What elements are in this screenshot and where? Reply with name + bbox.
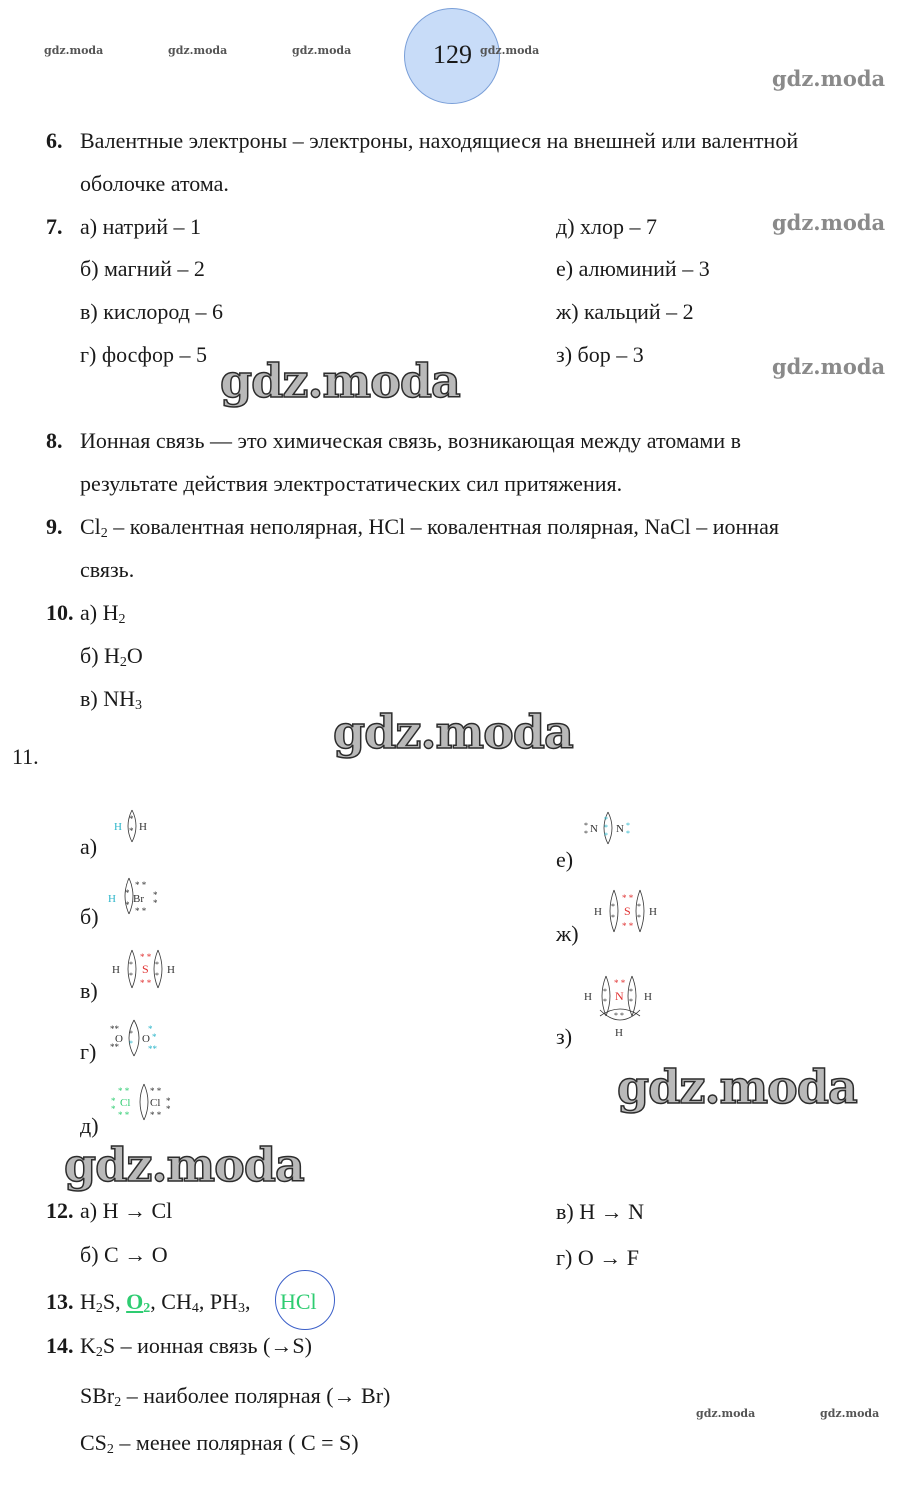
- item-label: ж): [556, 921, 579, 946]
- list-item: ж) кальций – 2: [556, 299, 694, 324]
- svg-text:*: *: [155, 971, 159, 980]
- atom-symbol: H: [594, 906, 602, 918]
- svg-text:*: *: [153, 890, 158, 900]
- subscript: 2: [106, 1442, 114, 1457]
- atom-symbol: S: [624, 904, 631, 918]
- svg-text:*: *: [604, 831, 608, 840]
- svg-text:*: *: [584, 829, 588, 838]
- subscript: 2: [114, 1395, 122, 1410]
- question-number: 11.: [12, 744, 39, 769]
- svg-text:* *: * *: [135, 906, 147, 916]
- svg-text:*: *: [584, 821, 588, 830]
- atom-symbol: H: [139, 821, 147, 833]
- question-number: 6.: [46, 128, 63, 153]
- svg-text:* *: * *: [118, 1086, 130, 1096]
- list-item: з) бор – 3: [556, 342, 644, 367]
- svg-text:* *: * *: [150, 1086, 162, 1096]
- svg-text:**: **: [148, 1044, 157, 1054]
- question-number: 14.: [46, 1333, 74, 1358]
- svg-text:**: **: [110, 1024, 119, 1034]
- svg-text:*: *: [637, 913, 641, 922]
- svg-text:*: *: [111, 1104, 116, 1114]
- svg-text:*: *: [125, 900, 130, 910]
- text-line: Валентные электроны – электроны, находящиеся на внешней или валентной: [80, 128, 799, 153]
- atom-symbol: H: [112, 964, 120, 976]
- circled-formula: HCl: [280, 1289, 317, 1314]
- item-label: б): [80, 904, 99, 929]
- text-line: – ковалентная неполярная, HCl – ковалентная полярная, NaCl – ионная: [107, 514, 779, 539]
- watermark: gdz.moda: [772, 66, 886, 91]
- lewis-diagram-h2s: [108, 948, 180, 990]
- svg-text:*: *: [153, 898, 158, 908]
- page-number: 129: [433, 40, 472, 69]
- list-item: в) кислород – 6: [80, 299, 223, 324]
- question-number: 10.: [46, 600, 74, 625]
- subscript: 2: [95, 1301, 103, 1316]
- svg-text:*: *: [129, 960, 133, 969]
- watermark: gdz.moda: [333, 705, 573, 759]
- formula: SBr: [80, 1383, 115, 1408]
- lewis-diagram-h2: [108, 808, 158, 844]
- formula: O: [126, 1289, 144, 1314]
- svg-text:* *: * *: [614, 978, 626, 988]
- formula: , PH: [198, 1289, 238, 1314]
- answer-text: результате действия электростатических сил притяжения.: [80, 471, 623, 496]
- svg-text:* *: * *: [135, 880, 147, 890]
- answer-text: [80, 1331, 312, 1361]
- text-line: – менее полярная ( C = S): [113, 1430, 359, 1455]
- subscript: 2: [100, 526, 108, 541]
- highlighted-formula: [126, 1289, 150, 1314]
- formula: Cl: [80, 514, 101, 539]
- answer-text: [80, 426, 896, 456]
- question-number: 8.: [46, 428, 63, 453]
- svg-text:* *: * *: [614, 1011, 624, 1020]
- atom-symbol: H: [167, 964, 175, 976]
- question-number: 9.: [46, 514, 63, 539]
- watermark: gdz.moda: [292, 44, 352, 57]
- item-label: г): [80, 1039, 97, 1064]
- lewis-diagram-nh3: [580, 972, 662, 1044]
- atom-symbol: N: [590, 823, 598, 835]
- text-line: – наиболее полярная (→ Br): [121, 1383, 391, 1408]
- formula: CS: [80, 1430, 107, 1455]
- svg-text:* *: * *: [622, 921, 634, 931]
- svg-text:*: *: [152, 1032, 157, 1042]
- svg-text:*: *: [166, 1096, 171, 1106]
- atom-symbol: Cl: [120, 1097, 131, 1109]
- list-item: г) O → F: [556, 1245, 639, 1270]
- atom-symbol: O: [115, 1033, 123, 1045]
- watermark: gdz.moda: [220, 354, 460, 408]
- answer-text: связь.: [80, 557, 135, 582]
- svg-text:*: *: [129, 971, 133, 980]
- answer-text: [80, 1381, 390, 1411]
- item-label: е): [556, 847, 574, 872]
- svg-text:* *: * *: [118, 1110, 130, 1120]
- atom-symbol: H: [644, 991, 652, 1003]
- lewis-diagram-h2s: [590, 888, 662, 934]
- answer-text: [80, 1428, 359, 1458]
- answer-text: [80, 512, 896, 542]
- svg-text:* *: * *: [140, 952, 152, 962]
- lewis-diagram-cl2: [110, 1082, 180, 1122]
- formula: K: [80, 1333, 96, 1358]
- answer-text: [80, 126, 896, 156]
- answer-text: [80, 1287, 250, 1317]
- lewis-diagram-o2: [108, 1018, 164, 1058]
- atom-symbol: N: [616, 823, 624, 835]
- formula: S,: [102, 1289, 127, 1314]
- atom-symbol: H: [649, 906, 657, 918]
- question-number: 12.: [46, 1198, 74, 1223]
- svg-text:*: *: [611, 902, 615, 911]
- subscript: 2: [143, 1301, 151, 1316]
- formula: H: [80, 1289, 96, 1314]
- svg-text:*: *: [603, 987, 607, 996]
- svg-text:*: *: [166, 1104, 171, 1114]
- list-item: [80, 641, 143, 671]
- atom-symbol: H: [615, 1027, 623, 1039]
- svg-text:*: *: [111, 1096, 116, 1106]
- atom-symbol: Br: [133, 893, 144, 905]
- answer-text: оболочке атома.: [80, 171, 229, 196]
- svg-text:*: *: [626, 829, 630, 838]
- formula: б) H: [80, 643, 120, 668]
- list-item: а) натрий – 1: [80, 214, 201, 239]
- svg-text:* *: * *: [140, 978, 152, 988]
- list-item: [80, 598, 125, 628]
- watermark: gdz.moda: [64, 1138, 304, 1192]
- watermark: gdz.moda: [772, 210, 886, 235]
- atom-symbol: H: [108, 893, 116, 905]
- list-item: [80, 684, 142, 714]
- list-item: а) H → Cl: [80, 1198, 173, 1223]
- list-item: е) алюминий – 3: [556, 256, 710, 281]
- lewis-diagram-hbr: [105, 876, 167, 916]
- svg-text:*: *: [629, 997, 633, 1006]
- svg-text:*: *: [129, 1029, 133, 1038]
- subscript: 3: [237, 1301, 245, 1316]
- item-label: з): [556, 1024, 573, 1049]
- watermark: gdz.moda: [772, 354, 886, 379]
- svg-text:*: *: [626, 821, 630, 830]
- svg-text:*: *: [129, 814, 134, 824]
- formula: а) H: [80, 600, 119, 625]
- formula: , CH: [150, 1289, 192, 1314]
- question-number: 13.: [46, 1289, 74, 1314]
- formula: в) NH: [80, 686, 135, 711]
- svg-text:* *: * *: [622, 893, 634, 903]
- atom-symbol: O: [142, 1033, 150, 1045]
- svg-text:*: *: [637, 902, 641, 911]
- item-label: в): [80, 978, 98, 1003]
- watermark: gdz.moda: [820, 1407, 880, 1420]
- watermark: gdz.moda: [44, 44, 104, 57]
- svg-text:*: *: [129, 1039, 133, 1048]
- svg-text:*: *: [125, 888, 130, 898]
- svg-text:**: **: [110, 1042, 119, 1052]
- subscript: 2: [118, 612, 126, 627]
- text-line: Ионная связь — это химическая связь, возникающая между атомами в: [80, 428, 741, 453]
- list-item: б) C → O: [80, 1242, 168, 1267]
- watermark: gdz.moda: [617, 1060, 857, 1114]
- subscript: 2: [95, 1345, 103, 1360]
- svg-text:* *: * *: [150, 1110, 162, 1120]
- svg-text:*: *: [148, 1024, 153, 1034]
- watermark: gdz.moda: [696, 1407, 756, 1420]
- atom-symbol: N: [615, 989, 624, 1003]
- svg-text:*: *: [629, 987, 633, 996]
- atom-symbol: H: [114, 821, 122, 833]
- formula: ,: [244, 1289, 251, 1314]
- svg-text:*: *: [155, 960, 159, 969]
- list-item: б) магний – 2: [80, 256, 205, 281]
- list-item: д) хлор – 7: [556, 214, 657, 239]
- svg-text:*: *: [603, 997, 607, 1006]
- svg-text:*: *: [604, 815, 608, 824]
- subscript: 4: [191, 1301, 199, 1316]
- item-label: а): [80, 834, 98, 859]
- atom-symbol: H: [584, 991, 592, 1003]
- watermark: gdz.moda: [168, 44, 228, 57]
- formula: O: [126, 643, 143, 668]
- subscript: 3: [135, 698, 142, 713]
- question-number: 7.: [46, 214, 63, 239]
- svg-text:*: *: [611, 913, 615, 922]
- svg-text:*: *: [129, 826, 134, 836]
- item-label: д): [80, 1113, 99, 1138]
- subscript: 2: [119, 655, 127, 670]
- watermark: gdz.moda: [480, 44, 540, 57]
- atom-symbol: Cl: [150, 1097, 161, 1109]
- lewis-diagram-n2: [582, 810, 638, 846]
- text-line: S – ионная связь (→S): [102, 1333, 312, 1358]
- svg-text:*: *: [604, 823, 608, 832]
- atom-symbol: S: [142, 962, 149, 976]
- list-item: в) H → N: [556, 1199, 644, 1224]
- list-item: г) фосфор – 5: [80, 342, 207, 367]
